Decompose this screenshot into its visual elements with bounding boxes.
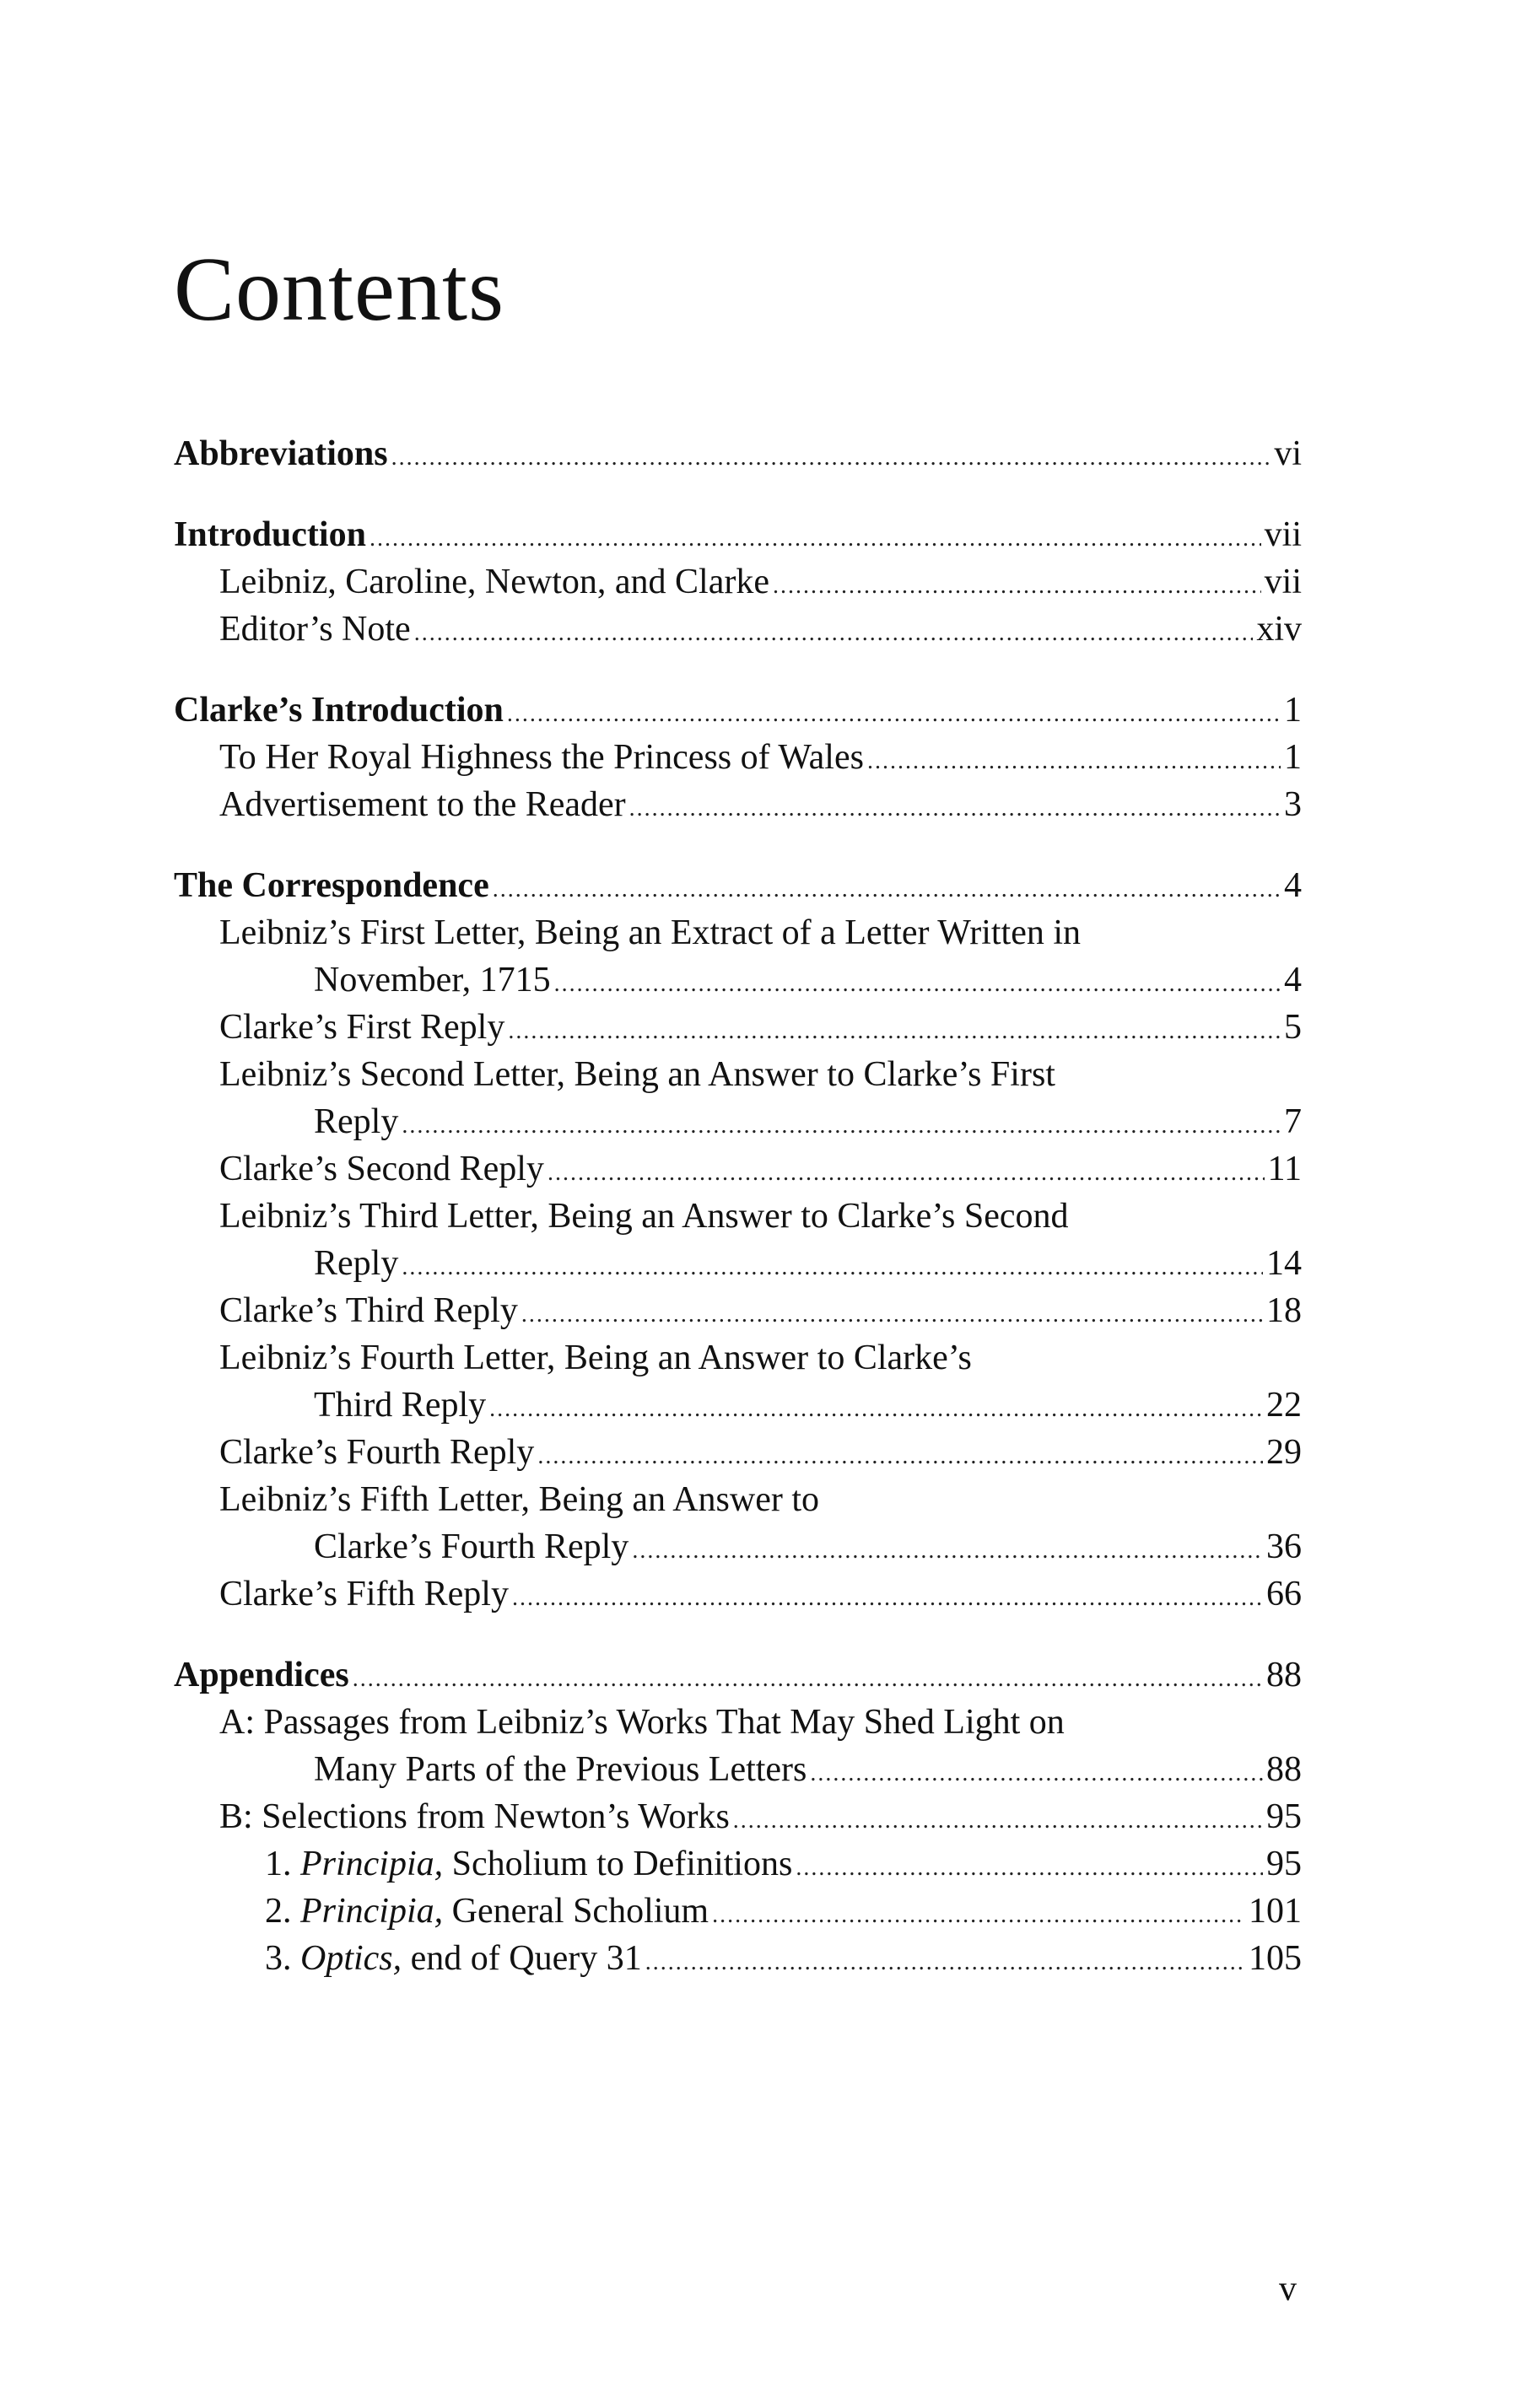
toc-page-number: 88 <box>1266 1750 1302 1789</box>
toc-entry-label: The Correspondence <box>174 866 489 905</box>
dot-leader <box>402 1244 1263 1291</box>
toc-entry-label: Reply <box>314 1102 399 1141</box>
toc-page-number: 88 <box>1266 1656 1302 1694</box>
toc-page-number: 1 <box>1284 691 1302 730</box>
toc-page-number: 66 <box>1266 1575 1302 1613</box>
toc-entry[interactable] <box>174 1888 1302 1935</box>
dot-leader <box>493 866 1281 913</box>
toc-entry-first-line[interactable]: Leibniz’s Third Letter, Being an Answer to Clarke’s Second <box>219 1197 1069 1236</box>
toc-page-number: 101 <box>1249 1892 1302 1931</box>
toc-entry[interactable] <box>174 1004 1302 1051</box>
toc-page-number: 1 <box>1284 738 1302 777</box>
toc-entry[interactable] <box>174 1935 1302 1982</box>
toc-entry-label: To Her Royal Highness the Princess of Wales <box>219 738 864 777</box>
toc-section-clarkes-introduction <box>174 687 1302 828</box>
dot-leader <box>391 434 1271 482</box>
toc-entry[interactable] <box>174 781 1302 828</box>
toc-entry-label: Advertisement to the Reader <box>219 785 626 824</box>
toc-entry-rest: Scholium to Definitions <box>443 1845 793 1883</box>
toc-entry-label: Clarke’s First Reply <box>219 1008 505 1047</box>
toc-entry-label: Third Reply <box>314 1386 487 1425</box>
toc-entry-introduction[interactable] <box>174 511 1302 558</box>
toc-section-introduction <box>174 511 1302 653</box>
dot-leader <box>414 610 1254 657</box>
toc-entry-first-line[interactable]: Leibniz’s Second Letter, Being an Answer to Clarke’s First <box>219 1055 1055 1094</box>
toc-page-number: 7 <box>1284 1102 1302 1141</box>
toc-entry-first-line[interactable]: Leibniz’s First Letter, Being an Extract of a Letter Written in <box>219 913 1082 952</box>
dot-leader <box>796 1845 1263 1892</box>
page-title: Contents <box>174 240 505 340</box>
toc-page-number: 95 <box>1266 1845 1302 1883</box>
toc-entry-rest: end of Query 31 <box>402 1939 642 1978</box>
toc-page-number: 4 <box>1284 866 1302 905</box>
toc-page-number: 29 <box>1266 1433 1302 1472</box>
dot-leader <box>629 785 1281 832</box>
toc-entry[interactable] <box>174 1098 1302 1145</box>
toc-entry[interactable] <box>174 1793 1302 1840</box>
dot-leader <box>554 961 1281 1008</box>
dot-leader <box>867 738 1281 785</box>
toc-entry-label <box>265 1840 792 1888</box>
table-of-contents <box>174 430 1302 2016</box>
dot-leader <box>548 1150 1265 1197</box>
toc-entry-label <box>265 1935 642 1982</box>
toc-entry-italic-title: Optics, <box>300 1939 402 1978</box>
dot-leader <box>508 1008 1281 1055</box>
toc-page-number: vii <box>1264 563 1302 601</box>
toc-entry-number: 3. <box>265 1939 292 1978</box>
dot-leader <box>521 1291 1263 1339</box>
toc-entry-label: Clarke’s Introduction <box>174 691 504 730</box>
toc-entry-label: Clarke’s Fourth Reply <box>314 1527 629 1566</box>
toc-page-number: 105 <box>1249 1939 1302 1978</box>
dot-leader <box>353 1656 1263 1703</box>
toc-entry-italic-title: Principia, <box>300 1845 444 1883</box>
page-folio: v <box>1279 2270 1297 2308</box>
toc-entry-label: Introduction <box>174 515 366 554</box>
toc-page-number: 4 <box>1284 961 1302 999</box>
toc-entry[interactable] <box>174 1746 1302 1793</box>
toc-page-number: 5 <box>1284 1008 1302 1047</box>
toc-entry-label: Appendices <box>174 1656 349 1694</box>
dot-leader <box>489 1386 1263 1433</box>
toc-entry-first-line[interactable]: Leibniz’s Fifth Letter, Being an Answer to <box>219 1480 820 1519</box>
toc-entry[interactable] <box>174 558 1302 606</box>
toc-entry-label <box>265 1888 709 1935</box>
toc-entry-label: Clarke’s Third Reply <box>219 1291 518 1330</box>
toc-entry-number: 2. <box>265 1892 292 1931</box>
toc-entry-italic-title: Principia, <box>300 1892 444 1931</box>
toc-page-number: 22 <box>1266 1386 1302 1425</box>
dot-leader <box>507 691 1281 738</box>
toc-page-number: vii <box>1264 515 1302 554</box>
toc-entry-appendices[interactable] <box>174 1651 1302 1699</box>
dot-leader <box>370 515 1261 563</box>
toc-entry[interactable] <box>174 734 1302 781</box>
dot-leader <box>712 1892 1245 1939</box>
toc-entry-abbreviations[interactable] <box>174 430 1302 477</box>
toc-entry-label: Abbreviations <box>174 434 388 473</box>
toc-entry[interactable] <box>174 1840 1302 1888</box>
toc-entry-label: November, 1715 <box>314 961 551 999</box>
toc-entry[interactable] <box>174 1145 1302 1193</box>
toc-entry-number: 1. <box>265 1845 292 1883</box>
toc-page-number: 3 <box>1284 785 1302 824</box>
toc-entry[interactable] <box>174 1287 1302 1334</box>
toc-entry-label: Many Parts of the Previous Letters <box>314 1750 807 1789</box>
toc-page-number: xiv <box>1256 610 1302 649</box>
toc-entry-clarkes-introduction[interactable] <box>174 687 1302 734</box>
toc-page-number: 36 <box>1266 1527 1302 1566</box>
toc-entry-label: Reply <box>314 1244 399 1283</box>
toc-page-number: vi <box>1274 434 1302 473</box>
toc-entry-rest: General Scholium <box>443 1892 709 1931</box>
toc-entry-label: Clarke’s Fourth Reply <box>219 1433 535 1472</box>
dot-leader <box>810 1750 1263 1797</box>
toc-page-number: 95 <box>1266 1797 1302 1836</box>
toc-entry-label: B: Selections from Newton’s Works <box>219 1797 730 1836</box>
toc-entry[interactable] <box>174 1240 1302 1287</box>
toc-entry[interactable] <box>174 1523 1302 1570</box>
toc-entry[interactable] <box>174 1429 1302 1476</box>
dot-leader <box>773 563 1261 610</box>
toc-entry-label: Leibniz, Caroline, Newton, and Clarke <box>219 563 769 601</box>
toc-page-number: 11 <box>1267 1150 1302 1188</box>
dot-leader <box>733 1797 1263 1845</box>
toc-entry-correspondence[interactable] <box>174 862 1302 909</box>
toc-section-abbreviations <box>174 430 1302 477</box>
toc-page-number: 14 <box>1266 1244 1302 1283</box>
toc-entry-label: Clarke’s Second Reply <box>219 1150 544 1188</box>
toc-section-appendices <box>174 1651 1302 1982</box>
toc-entry[interactable] <box>174 606 1302 653</box>
dot-leader <box>645 1939 1245 1986</box>
toc-entry[interactable] <box>174 956 1302 1004</box>
dot-leader <box>402 1102 1281 1150</box>
dot-leader <box>512 1575 1263 1622</box>
toc-entry-label: Clarke’s Fifth Reply <box>219 1575 509 1613</box>
toc-entry-first-line[interactable]: Leibniz’s Fourth Letter, Being an Answer to Clarke’s <box>219 1339 972 1377</box>
toc-entry-label: Editor’s Note <box>219 610 411 649</box>
dot-leader <box>632 1527 1263 1575</box>
toc-entry[interactable] <box>174 1570 1302 1618</box>
toc-section-correspondence <box>174 862 1302 1618</box>
dot-leader <box>537 1433 1263 1480</box>
toc-page-number: 18 <box>1266 1291 1302 1330</box>
toc-entry-first-line[interactable]: A: Passages from Leibniz’s Works That May Shed Light on <box>219 1703 1065 1742</box>
toc-entry[interactable] <box>174 1382 1302 1429</box>
